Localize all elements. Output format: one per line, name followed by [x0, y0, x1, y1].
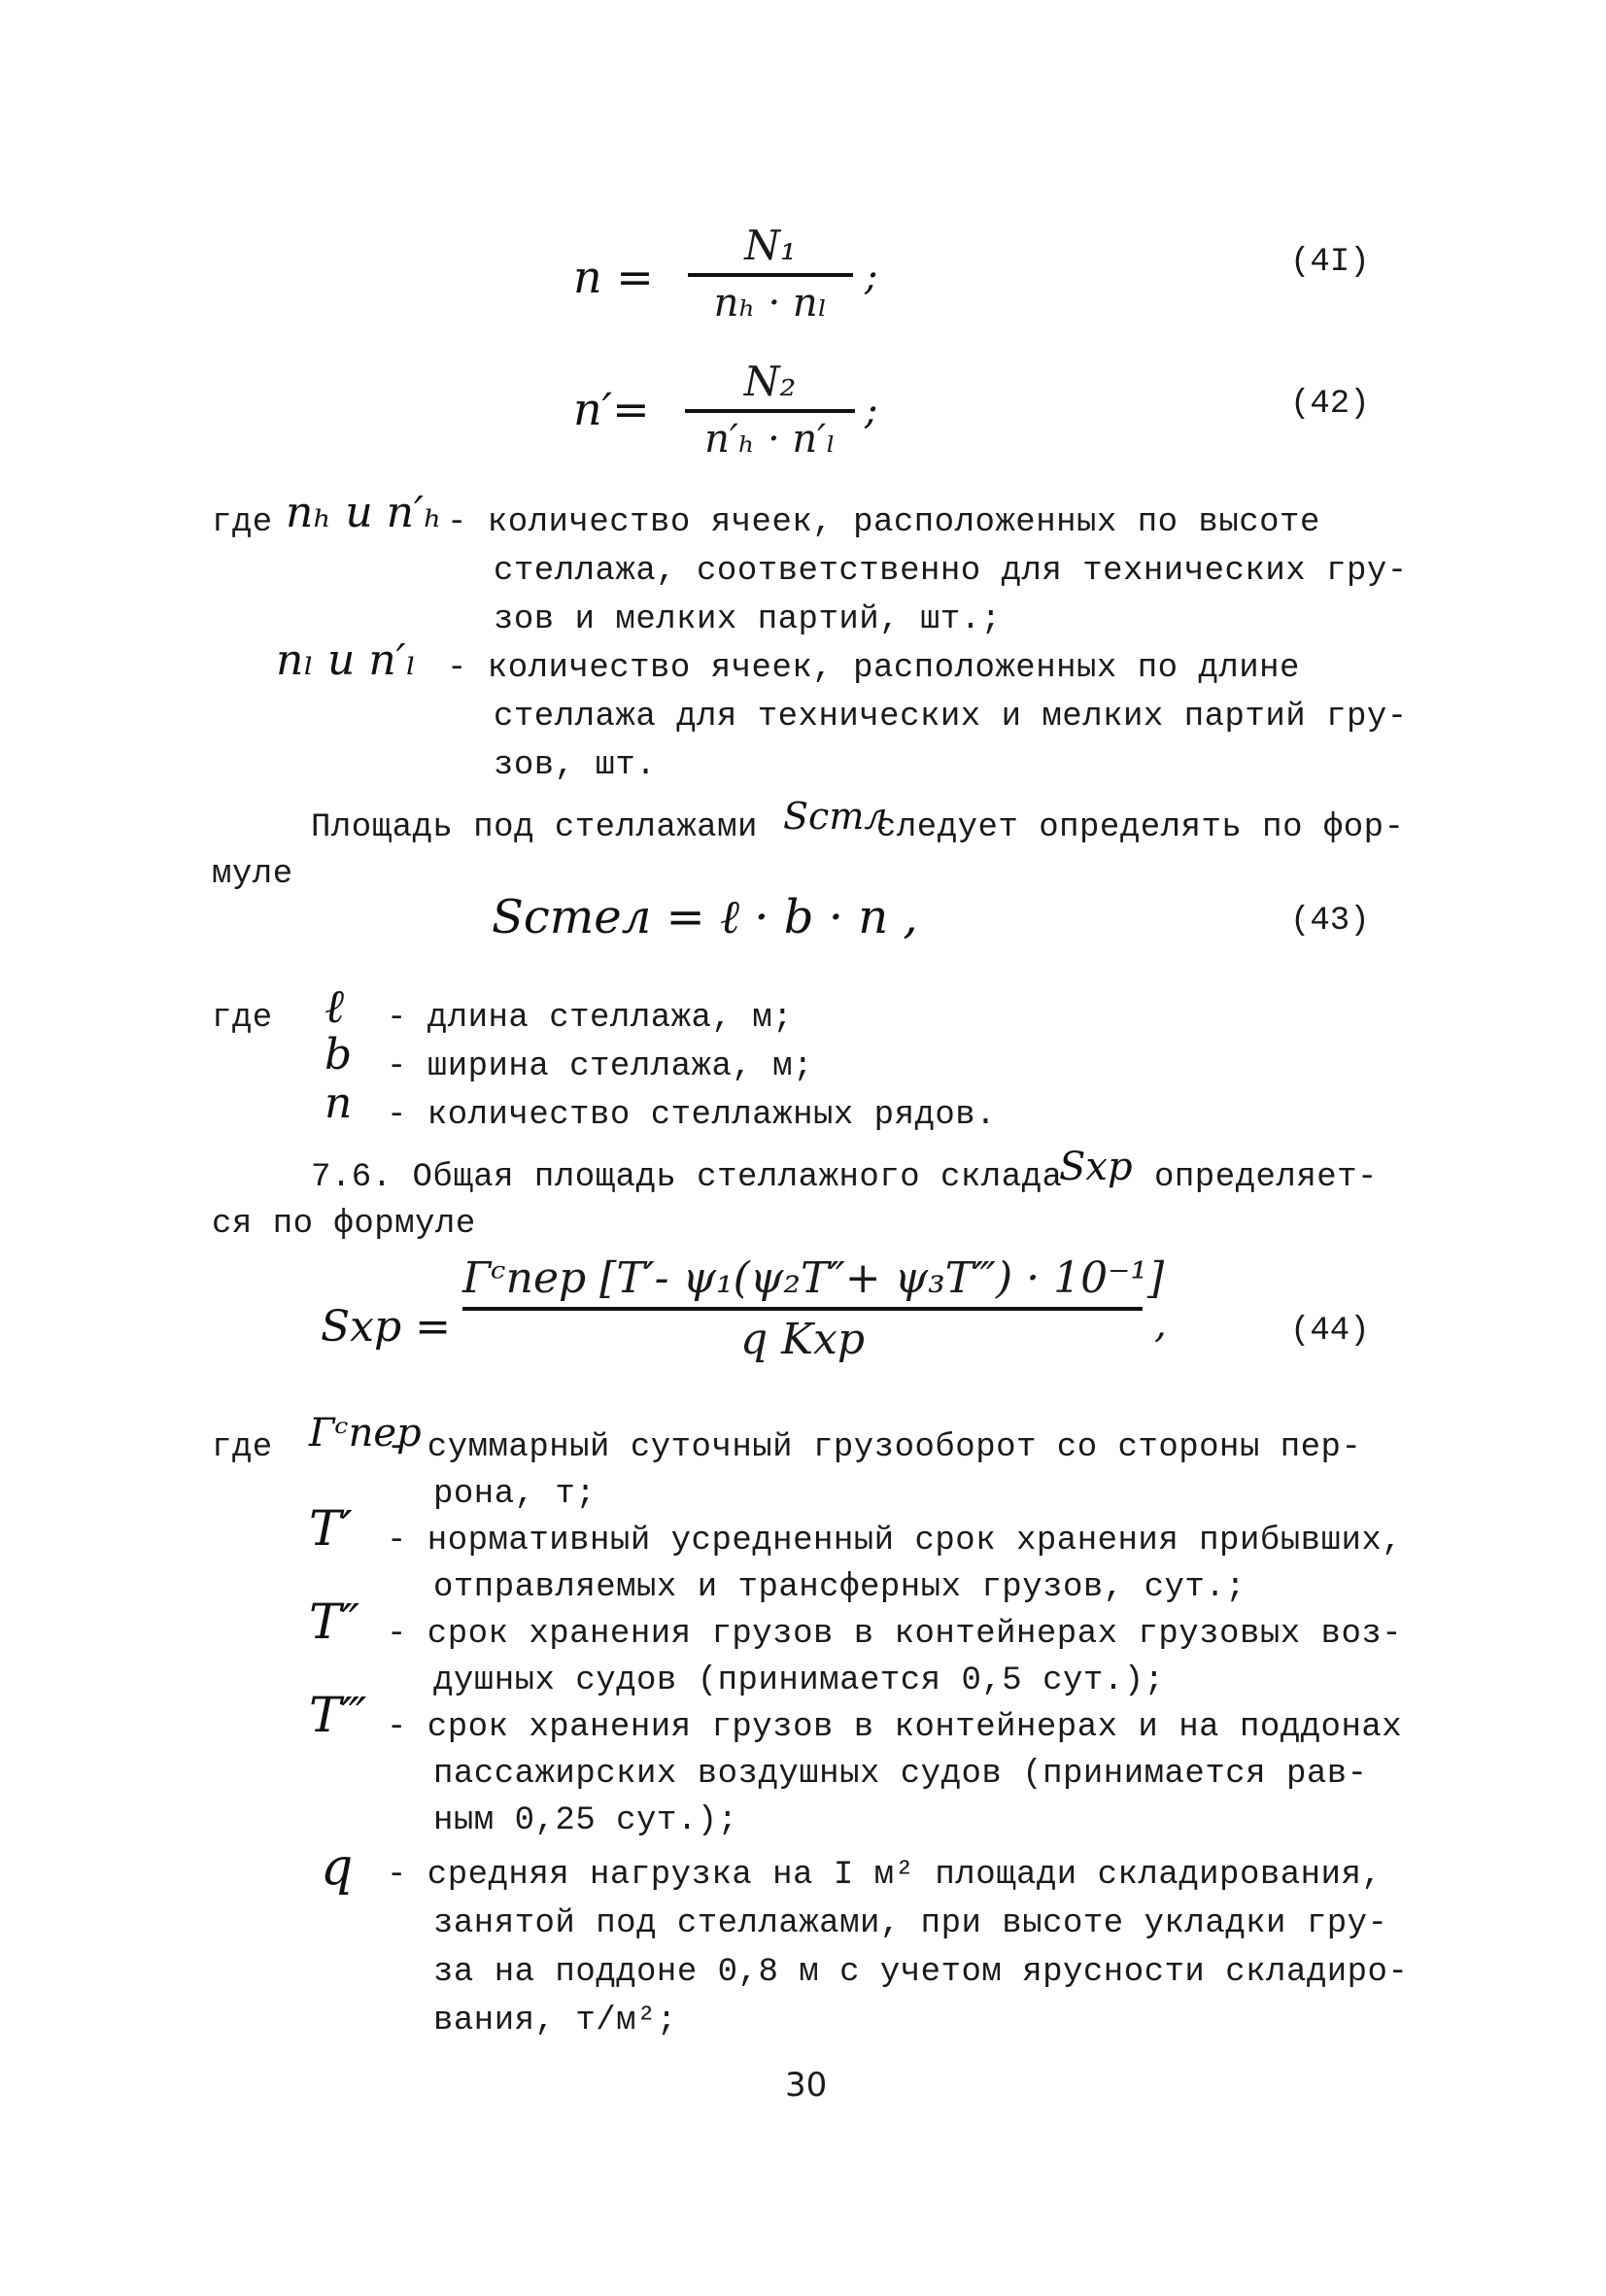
eq43-number: (43)	[1290, 903, 1370, 940]
eq42-denominator: n′ₕ · n′ₗ	[704, 417, 836, 462]
defs3-t2-line1: - срок хранения грузов в контейнерах грузовых воз-	[387, 1616, 1403, 1653]
eq42-fraction	[685, 358, 855, 462]
eq41-denominator: nₕ · nₗ	[713, 281, 828, 326]
defs1-item2-line3: зов, шт.	[494, 747, 657, 784]
eq42-numerator: N₂	[743, 358, 797, 405]
para1-line2: муле	[212, 856, 293, 893]
defs1-item1-line1: - количество ячеек, расположенных по высоте	[447, 504, 1320, 541]
eq43-expression: Sстел = ℓ · b · n ,	[492, 890, 918, 944]
defs3-q-line2: занятой под стеллажами, при высоте укладки гру-	[433, 1905, 1388, 1942]
defs3-q-line4: вания, т/м²;	[433, 2003, 677, 2039]
defs3-symbol-gper: Гᶜпер	[309, 1411, 422, 1456]
defs2-text-l: - длина стеллажа, м;	[387, 1000, 794, 1037]
defs2-where: где	[212, 1000, 273, 1037]
defs2-text-b: - ширина стеллажа, м;	[387, 1048, 813, 1085]
para2-line1-a: 7.6. Общая площадь стеллажного склада	[311, 1159, 1063, 1196]
defs3-t3-line3: ным 0,25 сут.);	[433, 1802, 738, 1839]
defs3-t3-line1: - срок хранения грузов в контейнерах и на поддонах	[387, 1709, 1403, 1746]
defs3-symbol-q: q	[321, 1838, 354, 1897]
eq44-numerator: Гᶜпер [T′- ψ₁(ψ₂T″+ ψ₃T‴) · 10⁻¹]	[462, 1253, 1165, 1303]
defs3-t1-line1: - нормативный усредненный срок хранения прибывших,	[387, 1523, 1403, 1559]
para1-symbol: Sстл	[783, 795, 888, 838]
defs1-item1-line3: зов и мелких партий, шт.;	[494, 601, 1002, 638]
defs3-q-line3: за на поддоне 0,8 м с учетом ярусности складиро-	[433, 1954, 1409, 1991]
page-number: 30	[785, 2066, 828, 2105]
defs3-t1-line2: отправляемых и трансферных грузов, сут.;	[433, 1569, 1247, 1606]
defs1-item2-line2: стеллажа для технических и мелких партий гру-	[494, 699, 1408, 736]
defs2-symbol-b: b	[325, 1030, 353, 1079]
eq42-number: (42)	[1290, 386, 1370, 423]
eq41-fraction	[688, 222, 853, 326]
eq42-lhs: n′=	[573, 383, 650, 435]
defs1-item2-symbols: nₗ и n′ₗ	[276, 635, 417, 685]
para2-line1-b: определяет-	[1154, 1159, 1378, 1196]
eq42-tail: ;	[865, 389, 878, 433]
defs3-gper-line1: - суммарный суточный грузооборот со стороны пер-	[387, 1429, 1362, 1466]
defs3-where: где	[212, 1429, 273, 1466]
eq44-fraction	[462, 1253, 1165, 1364]
defs2-symbol-l: ℓ	[325, 979, 344, 1034]
defs1-item2-line1: - количество ячеек, расположенных по длине	[447, 650, 1300, 687]
defs2-symbol-n: n	[325, 1079, 353, 1128]
defs1-where: где	[212, 504, 273, 541]
para2-symbol: Sxp	[1059, 1145, 1133, 1189]
defs3-symbol-t1: T′	[309, 1500, 353, 1557]
eq41-number: (4I)	[1290, 244, 1370, 281]
eq44-denominator: q Kxp	[739, 1315, 865, 1364]
para2-line2: ся по формуле	[212, 1206, 476, 1243]
eq44-lhs: Sxp =	[321, 1302, 451, 1352]
defs2-text-n: - количество стеллажных рядов.	[387, 1097, 997, 1134]
defs3-t2-line2: душных судов (принимается 0,5 сут.);	[433, 1662, 1165, 1699]
eq41-numerator: N₁	[744, 222, 797, 269]
eq44-tail: ,	[1154, 1302, 1167, 1347]
eq41-tail: ;	[865, 255, 878, 299]
para1-line1-a: Площадь под стеллажами	[311, 809, 758, 846]
defs3-gper-line2: рона, т;	[433, 1476, 597, 1513]
defs1-item1-symbols: nₕ и n′ₕ	[286, 488, 443, 537]
eq44-number: (44)	[1290, 1313, 1370, 1350]
eq41-lhs: n =	[573, 251, 654, 303]
defs3-symbol-t2: T″	[309, 1593, 360, 1650]
defs1-item1-line2: стеллажа, соответственно для технических гру-	[494, 553, 1408, 590]
defs3-q-line1: - средняя нагрузка на I м² площади складирования,	[387, 1857, 1383, 1894]
para1-line1-b: следует определять по фор-	[876, 809, 1405, 846]
defs3-t3-line2: пассажирских воздушных судов (принимается рав-	[433, 1756, 1368, 1793]
defs3-symbol-t3: T‴	[309, 1687, 367, 1743]
